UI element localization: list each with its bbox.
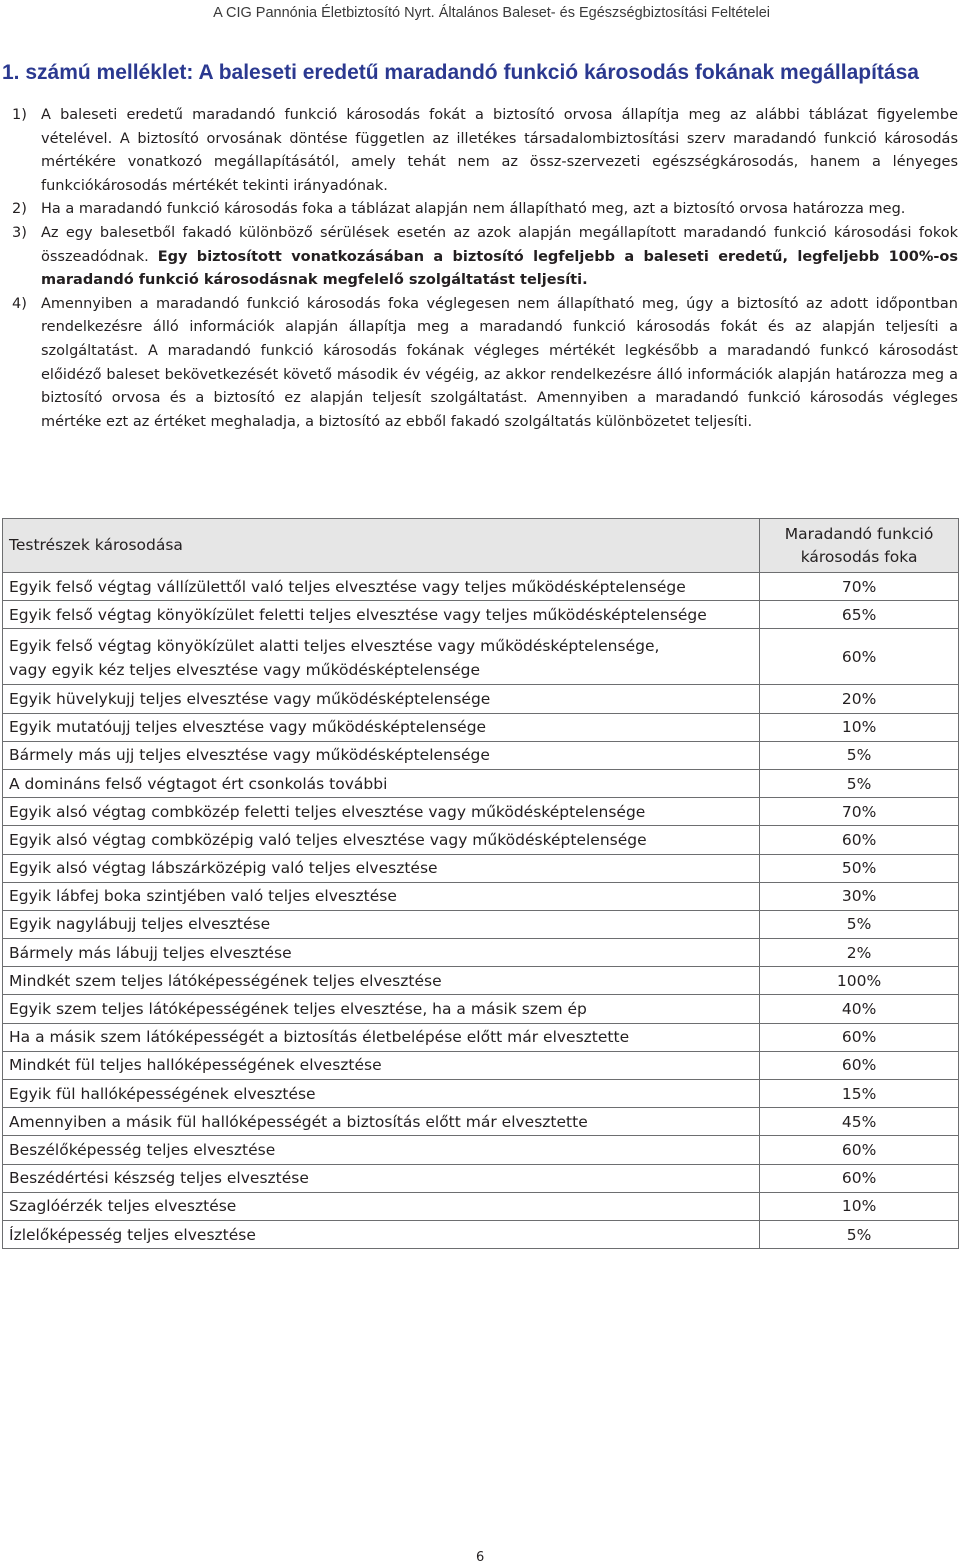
table-row [3, 1023, 959, 1051]
table-cell-description [3, 1136, 760, 1164]
table-cell-description-line1: Beszélőképesség teljes elvesztése [9, 1140, 276, 1159]
table-cell-description [3, 1080, 760, 1108]
table-cell-description-line1: Egyik nagylábujj teljes elvesztése [9, 915, 271, 934]
table-header-value-line1: Maradandó funkció [784, 524, 934, 543]
table-cell-value: 2% [760, 939, 959, 967]
table-row [3, 713, 959, 741]
impairment-table [2, 518, 959, 1249]
table-cell-description [3, 769, 760, 797]
table-row [3, 1192, 959, 1220]
table-header-description: Testrészek károsodása [3, 519, 760, 573]
table-cell-description-line1: Mindkét szem teljes látóképességének teljes elvesztése [9, 971, 442, 990]
note-text: Az egy balesetből fakadó különböző sérülések esetén az azok alapján megállapított maradandó funkció károsodási fokok összeadódnak. [41, 224, 958, 265]
note-text: Ha a maradandó funkció károsodás foka a táblázat alapján nem állapítható meg, azt a biztosító orvosa határozza meg. [41, 201, 906, 218]
table-cell-description [3, 826, 760, 854]
table-cell-description-line2: vagy egyik kéz teljes elvesztése vagy működésképtelensége [9, 660, 481, 679]
table-cell-description [3, 798, 760, 826]
table-cell-description [3, 910, 760, 938]
table-cell-value: 5% [760, 741, 959, 769]
table-cell-value: 60% [760, 826, 959, 854]
table-row [3, 573, 959, 601]
notes-list [12, 104, 958, 434]
table-row [3, 939, 959, 967]
table-header-row [3, 519, 959, 573]
table-cell-value: 30% [760, 882, 959, 910]
table-cell-description-line1: Egyik alsó végtag combközépig való teljes elvesztése vagy működésképtelensége [9, 830, 647, 849]
table-cell-description [3, 1108, 760, 1136]
table-row [3, 910, 959, 938]
page-title: 1. számú melléklet: A baleseti eredetű maradandó funkció károsodás fokának megállapítása [2, 61, 919, 84]
table-cell-description-line1: Szaglóérzék teljes elvesztése [9, 1197, 237, 1216]
table-cell-description-line1: Egyik hüvelykujj teljes elvesztése vagy működésképtelensége [9, 689, 491, 708]
table-cell-description [3, 685, 760, 713]
note-number: 3) [12, 224, 27, 241]
table-row [3, 769, 959, 797]
table-cell-description-line1: Egyik felső végtag könyökízület feletti teljes elvesztése vagy teljes működésképtelensége [9, 605, 707, 624]
note-item [12, 222, 958, 293]
table-row [3, 798, 959, 826]
table-cell-description [3, 967, 760, 995]
table-cell-value: 70% [760, 798, 959, 826]
table-cell-description [3, 1023, 760, 1051]
table-cell-description [3, 939, 760, 967]
table-cell-value: 10% [760, 1192, 959, 1220]
table-cell-description-line1: Egyik mutatóujj teljes elvesztése vagy működésképtelensége [9, 718, 487, 737]
table-cell-value: 45% [760, 1108, 959, 1136]
table-cell-description-line1: Beszédértési készség teljes elvesztése [9, 1169, 309, 1188]
table-cell-value: 60% [760, 1023, 959, 1051]
table-cell-description-line1: Bármely más ujj teljes elvesztése vagy működésképtelensége [9, 746, 490, 765]
table-cell-description-line1: Ízlelőképesség teljes elvesztése [9, 1225, 256, 1244]
table-row [3, 1164, 959, 1192]
table-cell-description-line1: Ha a másik szem látóképességét a biztosítás életbelépése előtt már elvesztette [9, 1028, 630, 1047]
note-text: Amennyiben a maradandó funkció károsodás foka véglegesen nem állapítható meg, úgy a biztosító az adott időpontban rendelkezésre álló információk alapján állapítja meg a maradandó funkció károsodás fokát és az alapján teljesíti a szolgáltatást. A maradandó funkció károsodás fokának végleges mértékét legkésőbb a maradandó funkcó károsodást előidéző baleset bekövetkezését követő második év végéig, az akkor rendelkezésre álló információk alapján határozza meg a biztosító orvosa és a biztosító ez alapján teljesít szolgáltatást. Amennyiben a maradandó funkció károsodás végleges mértéke ezt az értéket meghaladja, a biztosító az ebből fakadó szolgáltatás különbözetet teljesíti. [41, 295, 958, 430]
note-item [12, 198, 958, 222]
table-cell-description [3, 854, 760, 882]
table-row [3, 741, 959, 769]
impairment-table-wrapper [2, 518, 959, 1249]
table-cell-description-line1: Egyik alsó végtag combközép feletti teljes elvesztése vagy működésképtelensége [9, 802, 646, 821]
note-bold-text: Egy biztosított vonatkozásában a biztosító legfeljebb a baleseti eredetű, legfeljebb 100%-os maradandó funkció károsodásnak megfelelő szolgáltatást teljesíti. [41, 248, 958, 289]
table-cell-value: 15% [760, 1080, 959, 1108]
note-item [12, 293, 958, 435]
table-cell-description [3, 741, 760, 769]
table-cell-value: 20% [760, 685, 959, 713]
table-row [3, 882, 959, 910]
note-number: 1) [12, 107, 27, 123]
table-row [3, 1220, 959, 1248]
table-cell-value: 60% [760, 1051, 959, 1079]
note-item [12, 104, 958, 198]
note-number: 4) [12, 295, 27, 312]
table-cell-value: 60% [760, 1136, 959, 1164]
table-cell-value: 5% [760, 769, 959, 797]
table-cell-description [3, 1220, 760, 1248]
table-cell-description-line1: Egyik lábfej boka szintjében való teljes elvesztése [9, 887, 397, 906]
table-row [3, 1136, 959, 1164]
table-header-value-line2: károsodás foka [800, 547, 918, 566]
table-cell-description [3, 995, 760, 1023]
table-cell-description [3, 1192, 760, 1220]
table-cell-description [3, 629, 760, 685]
page-number: 6 [476, 1550, 485, 1565]
table-row [3, 1051, 959, 1079]
table-cell-value: 100% [760, 967, 959, 995]
table-cell-description [3, 1164, 760, 1192]
table-row [3, 967, 959, 995]
table-cell-description [3, 882, 760, 910]
table-cell-value: 50% [760, 854, 959, 882]
table-row [3, 629, 959, 685]
table-cell-description-line1: Egyik szem teljes látóképességének teljes elvesztése, ha a másik szem ép [9, 1000, 587, 1019]
table-cell-value: 70% [760, 573, 959, 601]
table-cell-description-line1: Egyik felső végtag vállízülettől való teljes elvesztése vagy teljes működésképtelensége [9, 577, 686, 596]
running-header: A CIG Pannónia Életbiztosító Nyrt. Általános Baleset- és Egészségbiztosítási Feltételei [213, 5, 770, 21]
table-cell-value: 5% [760, 910, 959, 938]
table-cell-value: 40% [760, 995, 959, 1023]
table-cell-value: 5% [760, 1220, 959, 1248]
table-cell-description [3, 1051, 760, 1079]
table-cell-description-line1: A domináns felső végtagot ért csonkolás további [9, 774, 388, 793]
table-cell-description-line1: Bármely más lábujj teljes elvesztése [9, 943, 292, 962]
table-cell-value: 65% [760, 601, 959, 629]
table-cell-description-line1: Egyik felső végtag könyökízület alatti teljes elvesztése vagy működésképtelensége, [9, 636, 660, 655]
table-row [3, 1080, 959, 1108]
table-header-value [760, 519, 959, 573]
table-row [3, 826, 959, 854]
note-number: 2) [12, 201, 27, 218]
table-cell-description [3, 573, 760, 601]
note-text: A baleseti eredetű maradandó funkció károsodás fokát a biztosító orvosa állapítja meg az alábbi táblázat figyelembe vételével. A biztosító orvosának döntése független az illetékes társadalombiztosítási szerv maradandó funkció károsodás mértékére vonatkozó megállapításától, amely tehát nem az össz-szervezeti egészségkárosodás, hanem a lényeges funkciókárosodás mértékét tekinti irányadónak. [41, 107, 958, 194]
table-row [3, 601, 959, 629]
table-row [3, 995, 959, 1023]
table-cell-description-line1: Mindkét fül teljes hallóképességének elvesztése [9, 1056, 382, 1075]
table-row [3, 1108, 959, 1136]
table-cell-value: 10% [760, 713, 959, 741]
table-row [3, 685, 959, 713]
table-row [3, 854, 959, 882]
table-cell-value: 60% [760, 1164, 959, 1192]
table-cell-value: 60% [760, 629, 959, 685]
table-cell-description-line1: Egyik fül hallóképességének elvesztése [9, 1084, 316, 1103]
table-cell-description [3, 713, 760, 741]
table-cell-description [3, 601, 760, 629]
table-cell-description-line1: Amennyiben a másik fül hallóképességét a biztosítás előtt már elvesztette [9, 1112, 588, 1131]
table-cell-description-line1: Egyik alsó végtag lábszárközépig való teljes elvesztése [9, 859, 438, 878]
